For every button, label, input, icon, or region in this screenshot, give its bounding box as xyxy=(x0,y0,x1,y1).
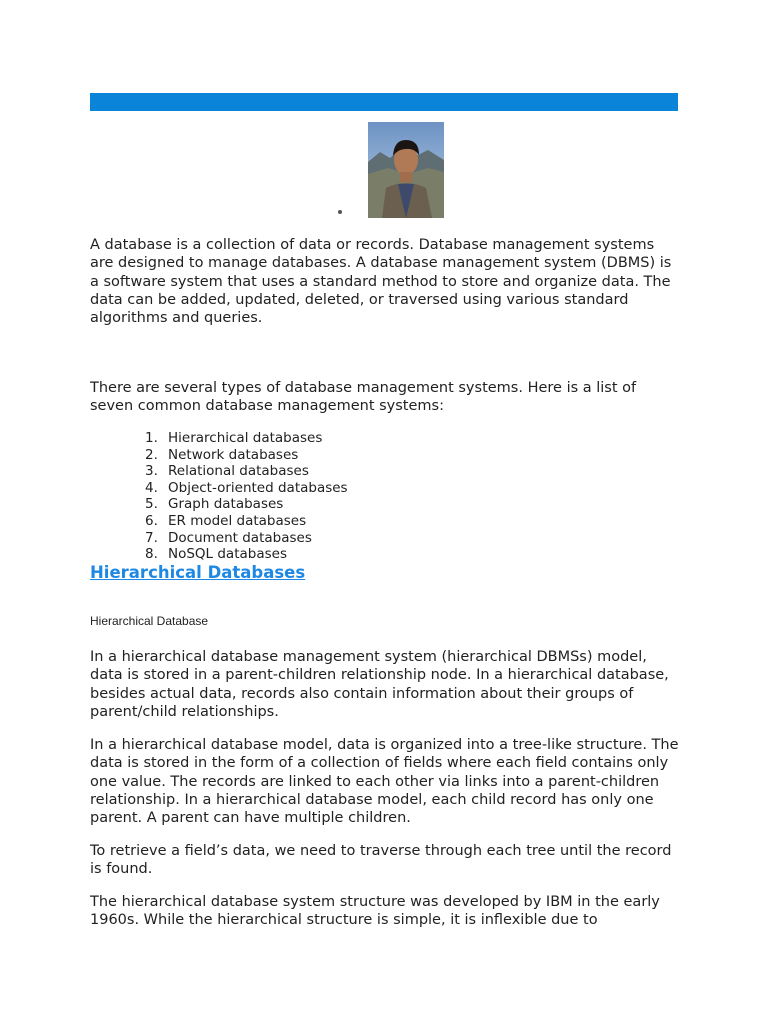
hierarchical-databases-link[interactable]: Hierarchical Databases xyxy=(90,563,306,582)
author-photo[interactable] xyxy=(368,122,444,218)
list-item: 5. Graph databases xyxy=(145,496,284,513)
header-banner xyxy=(90,93,678,111)
portrait-image xyxy=(368,122,444,218)
types-intro-paragraph: There are several types of database management systems. Here is a list of seven common database management systems: xyxy=(90,380,637,415)
hierarchical-paragraph-2: In a hierarchical database model, data is organized into a tree-like structure. The data is stored in the form of a collection of fields where each field contains only one value. The records are linked to each other via links into a parent-children relationship. In a hierarchical database model, each child record has only one parent. A parent can have multiple children. xyxy=(90,737,679,827)
list-item: 3. Relational databases xyxy=(145,463,309,480)
intro-paragraph: A database is a collection of data or records. Database management systems are designed to manage databases. A database management system (DBMS) is a software system that uses a standard method to store and organize data. The data can be added, updated, deleted, or traversed using various standard algorithms and queries. xyxy=(90,237,672,327)
image-caption: Hierarchical Database xyxy=(90,614,209,628)
list-item: 6. ER model databases xyxy=(145,512,307,529)
list-item: 7. Document databases xyxy=(145,529,312,546)
list-item: 1. Hierarchical databases xyxy=(145,430,323,446)
list-item: 4. Object-oriented databases xyxy=(145,479,348,496)
hierarchical-paragraph-1: In a hierarchical database management system (hierarchical DBMSs) model, data is stored in a parent-children relationship node. In a hierarchical database, besides actual data, records also contain information about their groups of parent/child relationships. xyxy=(90,649,669,720)
dbms-types-list xyxy=(145,430,348,563)
list-item: 2. Network databases xyxy=(145,446,299,463)
hierarchical-paragraph-3: To retrieve a field’s data, we need to traverse through each tree until the record is found. xyxy=(90,843,672,878)
hierarchical-paragraph-4: The hierarchical database system structure was developed by IBM in the early 1960s. While the hierarchical structure is simple, it is inflexible due to xyxy=(90,894,660,929)
author-photo-row xyxy=(90,122,678,218)
list-item: 8. NoSQL databases xyxy=(145,546,287,563)
bullet-dot xyxy=(338,210,342,214)
